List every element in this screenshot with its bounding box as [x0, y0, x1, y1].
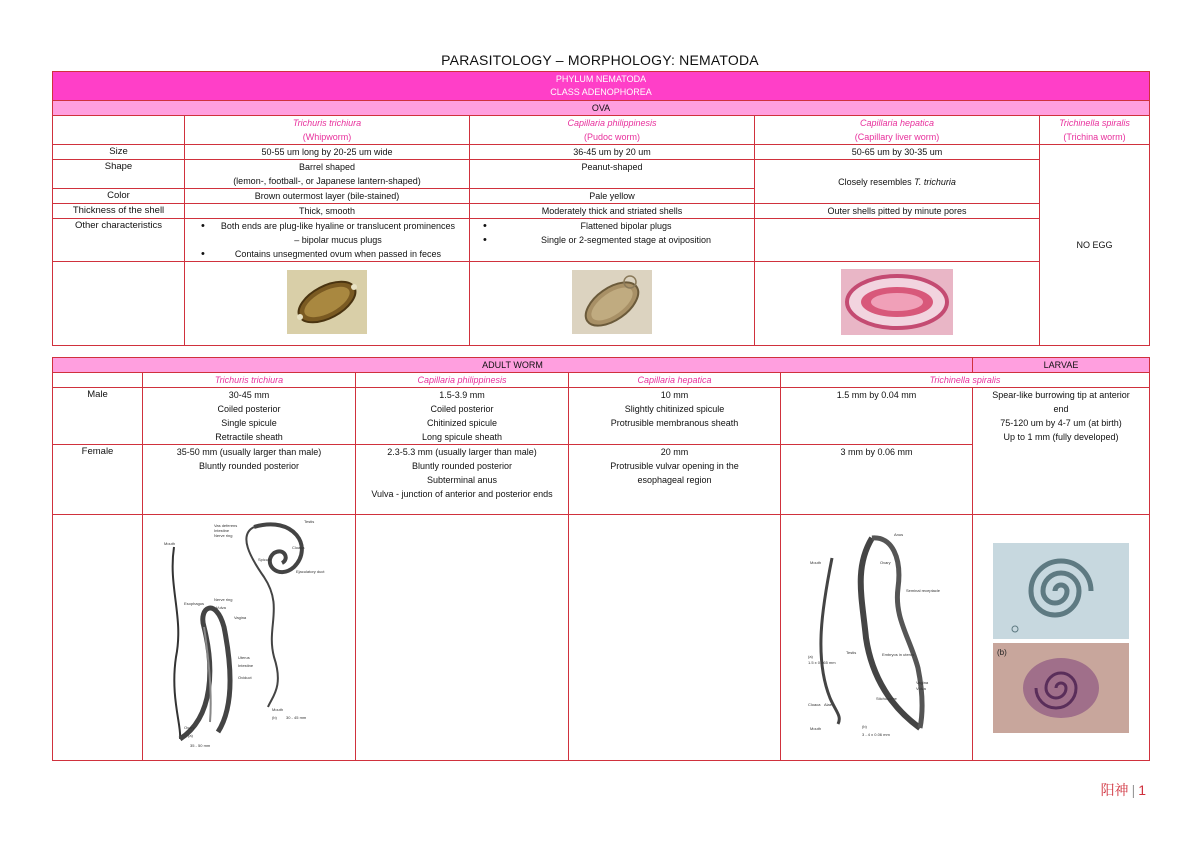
- label-ejaculatory-duct: Ejaculatory duct: [296, 568, 325, 574]
- shape-line: Barrel shaped: [298, 162, 356, 172]
- female-line: 35-50 mm (usually larger than male): [176, 447, 322, 457]
- larvae-description: [973, 388, 1150, 515]
- other-list: [473, 219, 751, 247]
- label-mouth: Mouth: [809, 559, 821, 565]
- larvae-line: Up to 1 mm (fully developed): [1003, 432, 1119, 442]
- trichinella-no-egg: NO EGG: [1040, 145, 1150, 346]
- capillaria-egg-image: [572, 270, 652, 334]
- label-seminal-receptacle: Seminal receptacle: [905, 587, 940, 593]
- species-header-capillaria-hepatica: [755, 116, 1040, 145]
- other-capillaria-philippinesis: [470, 219, 755, 262]
- label-vas-deferens: Vas deferens: [214, 522, 238, 528]
- male-capillaria-hepatica: [569, 388, 781, 445]
- empty-cell: [53, 373, 143, 388]
- shape-trichuris: [185, 160, 470, 189]
- female-trichinella: 3 mm by 0.06 mm: [781, 445, 973, 515]
- species-header-capillaria-philippinesis: [470, 116, 755, 145]
- image-row-label: [53, 515, 143, 761]
- label-b: (b): [272, 714, 277, 720]
- female-line: Vulva - junction of anterior and posterior ends: [371, 489, 553, 499]
- trichinella-larvae-photos: [973, 515, 1150, 761]
- row-label-shape: Shape: [53, 160, 185, 189]
- capillaria-philippinesis-egg-photo: [470, 262, 755, 346]
- male-trichuris: [143, 388, 356, 445]
- label-testis: Testis: [845, 649, 856, 655]
- adult-species-trichinella: Trichinella spiralis: [781, 373, 1150, 388]
- ova-table: [52, 71, 1150, 346]
- label-intestine-f: Intestine: [238, 662, 254, 668]
- label-cloaca: Cloaca: [292, 544, 305, 550]
- species-common: (Pudoc worm): [583, 132, 640, 142]
- footer-name: 阳神: [1100, 782, 1129, 798]
- class-label: CLASS ADENOPHOREA: [550, 87, 652, 97]
- thickness-trichuris: Thick, smooth: [185, 204, 470, 219]
- label-testis: Testis: [304, 518, 315, 524]
- ova-header: OVA: [53, 101, 1150, 116]
- label-stichosome: Stichosome: [875, 695, 897, 701]
- male-trichinella: 1.5 mm by 0.04 mm: [781, 388, 973, 445]
- color-trichuris: Brown outermost layer (bile-stained): [185, 189, 470, 204]
- row-label-color: Color: [53, 189, 185, 204]
- label-intestine: Intestine: [214, 527, 230, 533]
- female-line: 2.3-5.3 mm (usually larger than male): [387, 447, 537, 457]
- other-item: • Contains unsegmented ovum when passed in feces: [219, 247, 457, 261]
- page-title: PARASITOLOGY – MORPHOLOGY: NEMATODA: [441, 52, 759, 68]
- species-common: (Whipworm): [302, 132, 352, 142]
- adult-species-capillaria-philippinesis: Capillaria philippinesis: [356, 373, 569, 388]
- other-capillaria-hepatica: [755, 219, 1040, 262]
- capillaria-philippinesis-adult-empty: [356, 515, 569, 761]
- female-line: Bluntly rounded posterior: [198, 461, 300, 471]
- species-name: Trichuris trichiura: [292, 118, 362, 128]
- male-line: Long spicule sheath: [421, 432, 503, 442]
- label-ovary: Ovary: [184, 724, 195, 730]
- row-label-thickness: Thickness of the shell: [53, 204, 185, 219]
- row-label-size: Size: [53, 145, 185, 160]
- label-male-length: 30 - 45 mm: [286, 714, 307, 720]
- thickness-capillaria-philippinesis: Moderately thick and striated shells: [470, 204, 755, 219]
- female-capillaria-hepatica: [569, 445, 781, 515]
- label-mouth-m: Mouth: [272, 706, 284, 712]
- photo-label-b: (b): [997, 647, 1007, 657]
- male-line: Coiled posterior: [217, 404, 281, 414]
- trichinella-adult-diagram: [781, 515, 973, 761]
- label-female-size: 3 - 4 x 0.06 mm: [861, 731, 890, 737]
- male-line: 30-45 mm: [228, 390, 270, 400]
- phylum-header: [53, 72, 1150, 101]
- label-cloaca: Cloaca: [807, 701, 820, 707]
- size-trichuris: 50-55 um long by 20-25 um wide: [185, 145, 470, 160]
- resembles-text: Closely resembles: [838, 176, 912, 187]
- label-female-length: 35 - 50 mm: [190, 742, 211, 748]
- capillaria-hepatica-adult-empty: [569, 515, 781, 761]
- image-row-label: [53, 262, 185, 346]
- species-name: Trichinella spiralis: [1059, 118, 1130, 128]
- label-vagina: Vagina: [234, 614, 247, 620]
- female-line: 20 mm: [660, 447, 689, 457]
- row-label-male: Male: [53, 388, 143, 445]
- label-anus: Anus: [893, 531, 903, 537]
- larvae-header: LARVAE: [973, 358, 1150, 373]
- species-header-trichinella: [1040, 116, 1150, 145]
- shape-capillaria-philippinesis: Peanut-shaped: [470, 160, 755, 189]
- empty-cell: [53, 116, 185, 145]
- trichuris-egg-image: [287, 270, 367, 334]
- other-item: • Single or 2-segmented stage at oviposition: [501, 233, 751, 247]
- label-male-size: 1.5 x 0.065 mm: [807, 659, 836, 665]
- label-a: (a): [807, 653, 813, 659]
- page-number: 1: [1138, 782, 1146, 798]
- label-nerve-ring: Nerve ring: [214, 532, 233, 538]
- hepatica-egg-image: [841, 269, 953, 335]
- adult-species-capillaria-hepatica: Capillaria hepatica: [569, 373, 781, 388]
- larvae-line: 75-120 um by 4-7 um (at birth): [1000, 418, 1122, 428]
- label-ovary: Ovary: [879, 559, 891, 565]
- label-alae: Alae: [823, 701, 832, 707]
- female-trichuris: [143, 445, 356, 515]
- label-vulva: Vulva: [915, 685, 926, 691]
- species-header-trichuris: [185, 116, 470, 145]
- label-mouth-2: Mouth: [809, 725, 821, 731]
- trichuris-egg-photo: [185, 262, 470, 346]
- trichuris-adult-diagram: [143, 515, 356, 761]
- hepatica-resembles: [755, 160, 1040, 204]
- species-common: (Trichina worm): [1063, 132, 1126, 142]
- female-line: Subterminal anus: [426, 475, 498, 485]
- species-name: Capillaria hepatica: [859, 118, 935, 128]
- larvae-line: Spear-like burrowing tip at anterior end: [992, 390, 1130, 414]
- other-list: [191, 219, 457, 261]
- label-vulva: Vulva: [216, 604, 226, 610]
- row-label-other: Other characteristics: [53, 219, 185, 262]
- label-vagina: Vagina: [915, 679, 928, 685]
- female-line: Protrusible vulvar opening in the esophageal region: [610, 461, 739, 485]
- larva-photo-top: [993, 543, 1129, 733]
- other-item: • Both ends are plug-like hyaline or translucent prominences – bipolar mucus plugs: [219, 219, 457, 247]
- resembles-species: T. trichuria: [914, 176, 956, 187]
- male-line: 10 mm: [660, 390, 689, 400]
- male-line: Single spicule: [221, 418, 277, 428]
- label-uterus: Uterus: [238, 654, 250, 660]
- label-mouth: Mouth: [164, 540, 176, 546]
- label-nerve-ring-f: Nerve ring: [214, 596, 233, 602]
- male-line: Slightly chitinized spicule: [624, 404, 725, 414]
- footer-separator: |: [1131, 782, 1136, 798]
- shape-line: (lemon-, football-, or Japanese lantern-shaped): [233, 176, 421, 186]
- adult-species-trichuris: Trichuris trichiura: [143, 373, 356, 388]
- page-footer: [1101, 780, 1146, 800]
- adult-worm-table: [52, 357, 1150, 761]
- trichuris-worm-diagram: [154, 517, 344, 755]
- size-capillaria-hepatica: 50-65 um by 30-35 um: [755, 145, 1040, 160]
- male-line: Protrusible membranous sheath: [610, 418, 739, 428]
- thickness-capillaria-hepatica: Outer shells pitted by minute pores: [755, 204, 1040, 219]
- male-line: Chitinized spicule: [426, 418, 498, 428]
- label-esophagus: Esophagus: [184, 600, 205, 606]
- phylum-label: PHYLUM NEMATODA: [555, 74, 647, 84]
- female-capillaria-philippinesis: [356, 445, 569, 515]
- species-common: (Capillary liver worm): [854, 132, 940, 142]
- size-capillaria-philippinesis: 36-45 um by 20 um: [470, 145, 755, 160]
- trichinella-worm-diagram: [802, 528, 952, 744]
- row-label-female: Female: [53, 445, 143, 515]
- adult-worm-header: ADULT WORM: [53, 358, 973, 373]
- color-capillaria-philippinesis: Pale yellow: [470, 189, 755, 204]
- label-embryos: Embryos in uterus: [881, 651, 914, 657]
- label-spicule: Spicule: [258, 556, 272, 562]
- male-capillaria-philippinesis: [356, 388, 569, 445]
- label-a: (a): [188, 732, 193, 738]
- label-oviduct: Oviduct: [238, 674, 252, 680]
- male-line: 1.5-3.9 mm: [439, 390, 485, 400]
- male-line: Coiled posterior: [430, 404, 494, 414]
- male-line: Retractile sheath: [215, 432, 283, 442]
- capillaria-hepatica-egg-photo: [755, 262, 1040, 346]
- label-b: (b): [861, 723, 867, 729]
- other-item: • Flattened bipolar plugs: [501, 219, 751, 233]
- other-trichuris: [185, 219, 470, 262]
- species-name: Capillaria philippinesis: [567, 118, 657, 128]
- female-line: Bluntly rounded posterior: [411, 461, 513, 471]
